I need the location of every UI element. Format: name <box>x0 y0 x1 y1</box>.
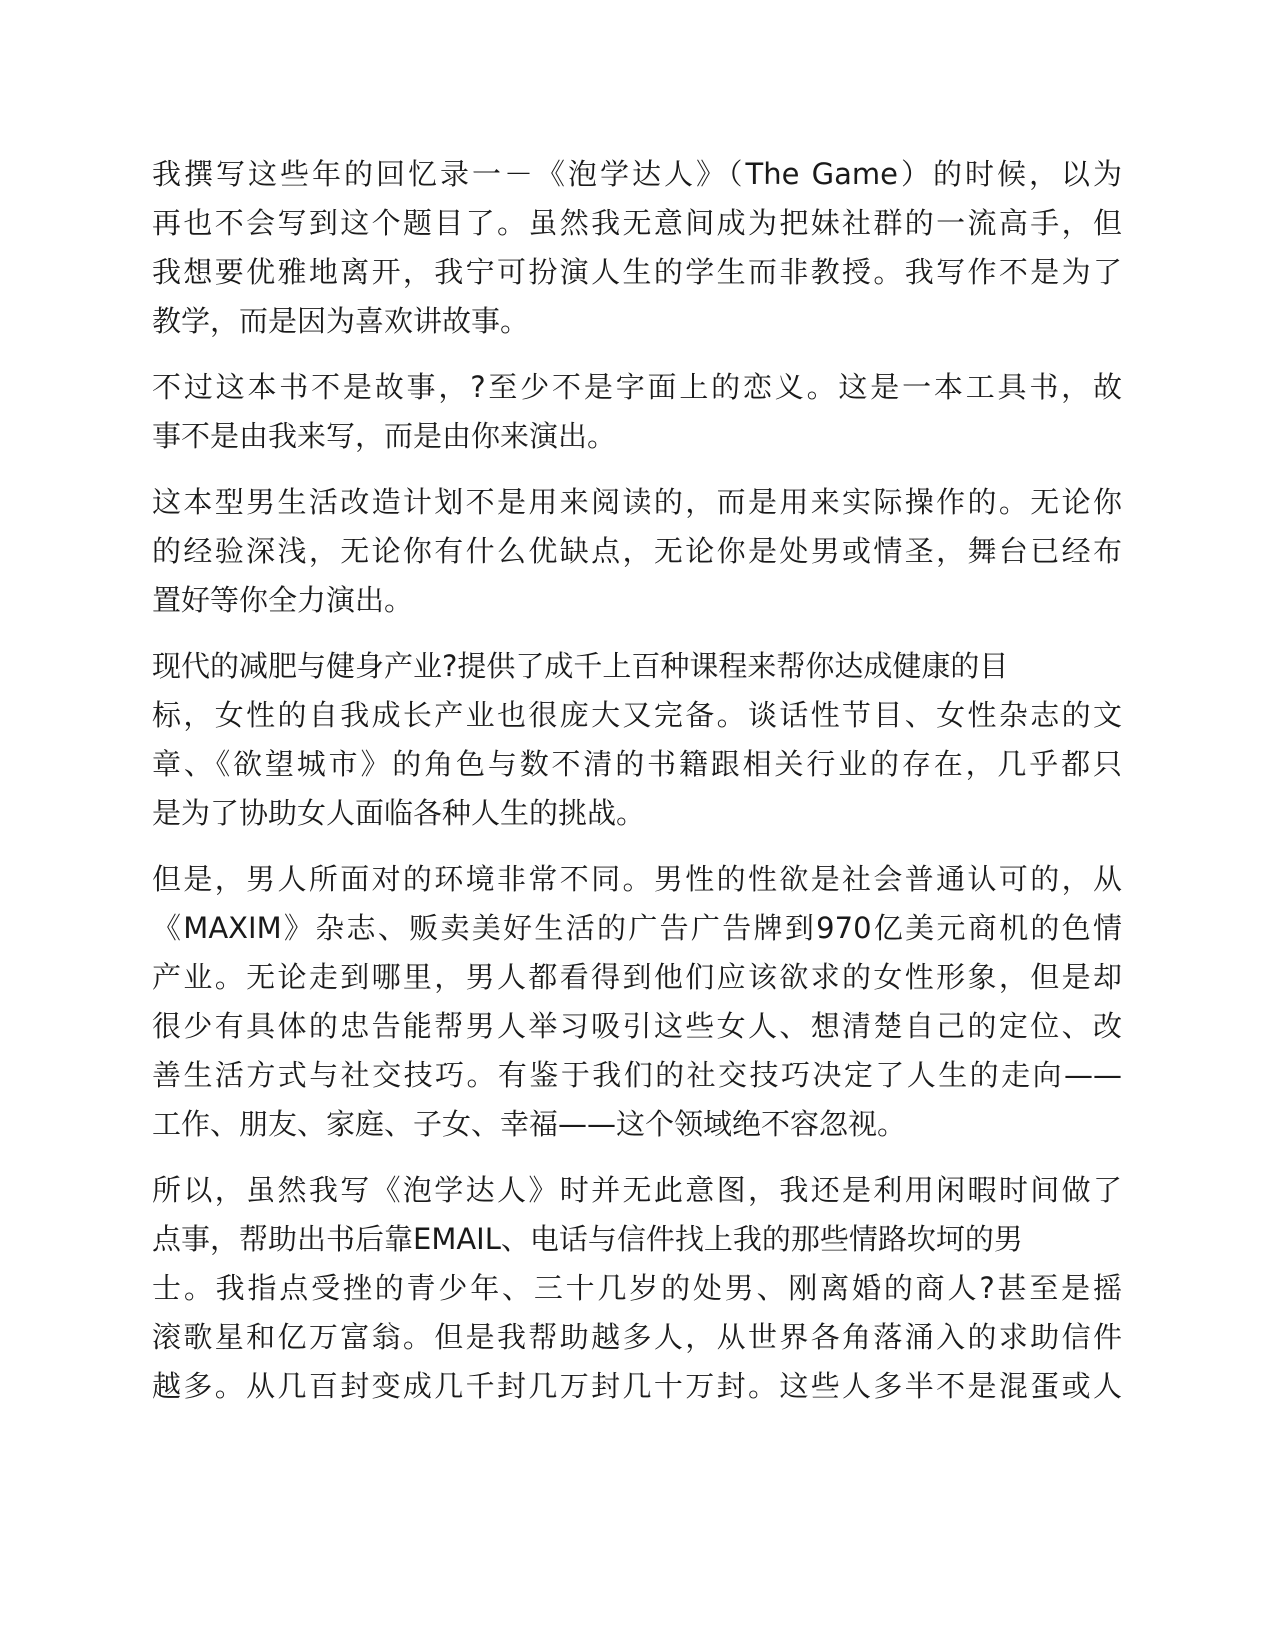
text-line: 滚歌星和亿万富翁。但是我帮助越多人，从世界各角落涌入的求助信件 <box>152 1320 1122 1354</box>
text-line: 置好等你全力演出。 <box>152 583 414 617</box>
text-line: 善生活方式与社交技巧。有鉴于我们的社交技巧决定了人生的走向—— <box>152 1058 1122 1092</box>
text-line: 标，女性的自我成长产业也很庞大又完备。谈话性节目、女性杂志的文 <box>152 698 1122 732</box>
paragraph-3 <box>152 478 1122 625</box>
text-line: 事不是由我来写，而是由你来演出。 <box>152 419 617 453</box>
text-line: 越多。从几百封变成几千封几万封几十万封。这些人多半不是混蛋或人 <box>152 1369 1122 1403</box>
text-line: 章、《欲望城市》的角色与数不清的书籍跟相关行业的存在，几乎都只 <box>152 747 1122 781</box>
paragraph-4 <box>152 642 1122 838</box>
text-line: 士。我指点受挫的青少年、三十几岁的处男、刚离婚的商人?甚至是摇 <box>152 1271 1122 1305</box>
paragraph-2 <box>152 363 1122 461</box>
text-line: 《MAXIM》杂志、贩卖美好生活的广告广告牌到970亿美元商机的色情 <box>152 911 1122 945</box>
text-line: 很少有具体的忠告能帮男人举习吸引这些女人、想清楚自己的定位、改 <box>152 1009 1122 1043</box>
text-line: 再也不会写到这个题目了。虽然我无意间成为把妹社群的一流高手，但 <box>152 206 1122 240</box>
body-text <box>152 150 1122 1428</box>
text-line: 我撰写这些年的回忆录一－《泡学达人》（The Game）的时候，以为 <box>152 157 1122 191</box>
text-line: 但是，男人所面对的环境非常不同。男性的性欲是社会普通认可的，从 <box>152 862 1122 896</box>
text-line: 产业。无论走到哪里，男人都看得到他们应该欲求的女性形象，但是却 <box>152 960 1122 994</box>
paragraph-6 <box>152 1166 1122 1411</box>
paragraph-5 <box>152 855 1122 1149</box>
text-line: 我想要优雅地离开，我宁可扮演人生的学生而非教授。我写作不是为了 <box>152 255 1122 289</box>
text-line: 的经验深浅，无论你有什么优缺点，无论你是处男或情圣，舞台已经布 <box>152 534 1122 568</box>
paragraph-1 <box>152 150 1122 346</box>
text-line: 工作、朋友、家庭、子女、幸福——这个领域绝不容忽视。 <box>152 1107 907 1141</box>
text-line: 是为了协助女人面临各种人生的挑战。 <box>152 796 646 830</box>
text-line: 点事，帮助出书后靠EMAIL、电话与信件找上我的那些情路坎坷的男 <box>152 1222 1023 1256</box>
text-line: 现代的减肥与健身产业?提供了成千上百种课程来帮你达成健康的目 <box>152 649 1009 683</box>
text-line: 这本型男生活改造计划不是用来阅读的，而是用来实际操作的。无论你 <box>152 485 1122 519</box>
text-line: 不过这本书不是故事，?至少不是字面上的恋义。这是一本工具书，故 <box>152 370 1122 404</box>
text-line: 所以，虽然我写《泡学达人》时并无此意图，我还是利用闲暇时间做了 <box>152 1173 1122 1207</box>
text-line: 教学，而是因为喜欢讲故事。 <box>152 304 530 338</box>
